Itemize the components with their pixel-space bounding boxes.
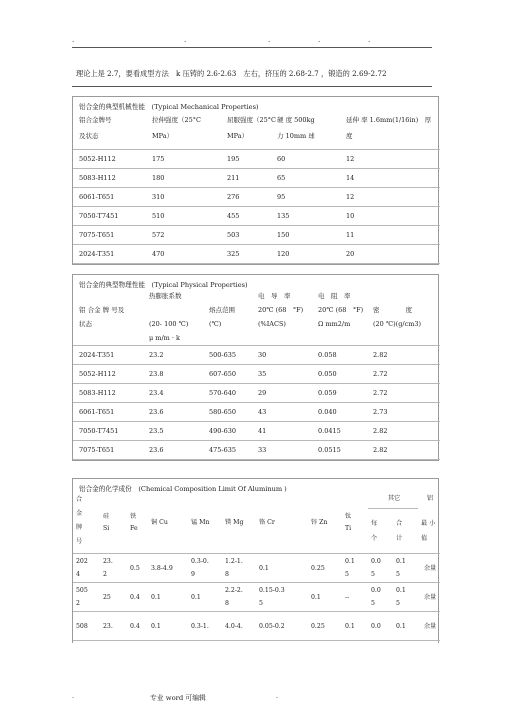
- header-cell: 铁 Fe: [127, 493, 148, 554]
- header-cell: 锌 Zn: [308, 493, 342, 554]
- intro-rule: [72, 86, 432, 87]
- table-cell: 35: [252, 365, 312, 384]
- table-cell: 5052-H112: [73, 150, 146, 169]
- header-cell: 硅 Si: [100, 493, 127, 554]
- table-cell: 23.2: [143, 346, 203, 365]
- table-cell: 276: [221, 188, 271, 207]
- table-cell: 10: [340, 207, 440, 226]
- table-row: [73, 226, 440, 245]
- table-cell: 310: [146, 188, 221, 207]
- table-cell: 2.82: [367, 422, 440, 441]
- table-row: [73, 403, 440, 422]
- header-dot: .: [72, 36, 75, 44]
- table-cell: 11: [340, 226, 440, 245]
- table-cell: 175: [146, 150, 221, 169]
- table-cell: 0.1: [308, 583, 342, 612]
- table-row: [73, 612, 440, 641]
- table-cell: 2.72: [367, 384, 440, 403]
- table-cell: 150: [271, 226, 340, 245]
- table-cell: 0.1: [148, 583, 188, 612]
- table-cell: 0.4: [127, 612, 148, 641]
- table-cell: 0.1 5: [342, 554, 368, 583]
- table-cell: 7075-T651: [73, 226, 146, 245]
- table-cell: 135: [271, 207, 340, 226]
- table-cell: 0.0 5: [368, 583, 393, 612]
- table-cell: 0.3-0. 9: [188, 554, 222, 583]
- table-cell: 0.059: [312, 384, 367, 403]
- header-cell: 最 小 值: [418, 509, 440, 554]
- header-cell: 电 阻 率 20℃ (68 °F) Ω mm2/m: [312, 289, 367, 346]
- header-cell: 每 个: [368, 509, 393, 554]
- table-cell: 2024-T351: [73, 346, 143, 365]
- mechanical-table: [72, 96, 439, 265]
- physical-header-row: [73, 289, 440, 346]
- table-cell: 505 2: [73, 583, 100, 612]
- table-row: [73, 346, 440, 365]
- table-cell: 0.040: [312, 403, 367, 422]
- footer-center: 专业 word 可编辑: [150, 694, 206, 702]
- table-row: [73, 150, 440, 169]
- table-row: [73, 422, 440, 441]
- table-cell: 211: [221, 169, 271, 188]
- table-cell: 95: [271, 188, 340, 207]
- table-cell: 0.1: [188, 583, 222, 612]
- table-cell: 60: [271, 150, 340, 169]
- table-cell: 2.82: [367, 346, 440, 365]
- table-cell: 195: [221, 150, 271, 169]
- table-row: [73, 207, 440, 226]
- mechanical-body: [73, 150, 440, 264]
- physical-body: [73, 346, 440, 460]
- table-cell: 0.25: [308, 612, 342, 641]
- table-cell: 510: [146, 207, 221, 226]
- table-cell: 180: [146, 169, 221, 188]
- table-cell: 30: [252, 346, 312, 365]
- table-cell: 23.8: [143, 365, 203, 384]
- table-cell: 0.1: [342, 612, 368, 641]
- table-cell: 2.73: [367, 403, 440, 422]
- table-row: [73, 441, 440, 460]
- table-cell: 7050-T7451: [73, 422, 143, 441]
- header-cell: 镁 Mg: [222, 493, 256, 554]
- table-cell: 23.6: [143, 403, 203, 422]
- table-cell: 23. 2: [100, 554, 127, 583]
- table-cell: 2.72: [367, 365, 440, 384]
- table-row: [73, 554, 440, 583]
- header-dot: .: [368, 36, 371, 44]
- table-cell: 43: [252, 403, 312, 422]
- header-cell: 拉伸强度（25°C MPa）: [146, 111, 221, 150]
- table-cell: 0.1 5: [393, 554, 418, 583]
- table-cell: 120: [271, 245, 340, 264]
- table-cell: 0.5: [127, 554, 148, 583]
- header-cell: 延伸 率 1.6mm(1/16in) 厚 度: [340, 111, 440, 150]
- table-cell: 0.0515: [312, 441, 367, 460]
- header-cell: 钛 Ti: [342, 493, 368, 554]
- intro-text: 理论上是 2.7，要看成型方法 k 压铸的 2.6-2.63 左右，挤压的 2.68-2.7 ，锻造的 2.69-2.72: [76, 69, 387, 78]
- table-cell: 7050-T7451: [73, 207, 146, 226]
- table-cell: 1.2-1. 8: [222, 554, 256, 583]
- table-cell: 490-630: [203, 422, 252, 441]
- header-cell: 铬 Cr: [256, 493, 308, 554]
- table-cell: 508: [73, 612, 100, 641]
- table-cell: 12: [340, 150, 440, 169]
- table-row: [73, 188, 440, 207]
- table-cell: 3.8-4.9: [148, 554, 188, 583]
- chemical-table: [72, 478, 439, 643]
- table-cell: 29: [252, 384, 312, 403]
- table-cell: 0.0: [368, 612, 393, 641]
- table-cell: 470: [146, 245, 221, 264]
- table-cell: 5083-H112: [73, 169, 146, 188]
- table-cell: 5083-H112: [73, 384, 143, 403]
- mechanical-header-row: [73, 111, 440, 150]
- header-cell: 其它: [368, 493, 418, 509]
- table-cell: 2.82: [367, 441, 440, 460]
- table-cell: 0.058: [312, 346, 367, 365]
- table-cell: 4.0-4.: [222, 612, 256, 641]
- header-rule: [72, 47, 432, 48]
- table-cell: 0.0 5: [368, 554, 393, 583]
- mechanical-caption: 铝合金的典型机械性能 (Typical Mechanical Properties): [79, 103, 259, 111]
- table-cell: 6061-T651: [73, 188, 146, 207]
- table-cell: 0.15-0.3 5: [256, 583, 308, 612]
- header-cell: 铝: [426, 495, 434, 502]
- table-cell: 0.3-1.: [188, 612, 222, 641]
- physical-caption: 铝合金的典型物理性能 (Typical Physical Properties): [79, 281, 248, 289]
- table-cell: 6061-T651: [73, 403, 143, 422]
- table-cell: 2.2-2. 8: [222, 583, 256, 612]
- table-cell: 455: [221, 207, 271, 226]
- header-dot: .: [318, 36, 321, 44]
- table-cell: 503: [221, 226, 271, 245]
- table-cell: 580-650: [203, 403, 252, 422]
- table-cell: 12: [340, 188, 440, 207]
- table-cell: 570-640: [203, 384, 252, 403]
- table-cell: 2024-T351: [73, 245, 146, 264]
- table-cell: 23.5: [143, 422, 203, 441]
- table-cell: --: [342, 583, 368, 612]
- chemical-caption: 铝合金的化学成份 (Chemical Composition Limit Of Aluminum ): [79, 485, 287, 493]
- header-cell: 硬 度 500kg 力 10mm 球: [271, 111, 340, 150]
- header-cell: 铝合金牌号 及状态: [73, 111, 146, 150]
- table-row: [73, 365, 440, 384]
- table-cell: 475-635: [203, 441, 252, 460]
- table-cell: 33: [252, 441, 312, 460]
- header-dots: [72, 36, 432, 44]
- table-cell: 0.05-0.2: [256, 612, 308, 641]
- table-cell: 0.1: [148, 612, 188, 641]
- header-cell: 铜 Cu: [148, 493, 188, 554]
- table-cell: 23.6: [143, 441, 203, 460]
- header-cell: 合 金 牌 号: [73, 493, 100, 554]
- table-cell: 572: [146, 226, 221, 245]
- table-row: [73, 245, 440, 264]
- table-cell: 41: [252, 422, 312, 441]
- table-row: [73, 169, 440, 188]
- table-row: [73, 583, 440, 612]
- footer-right: .: [276, 692, 279, 700]
- table-cell: 0.0415: [312, 422, 367, 441]
- header-dot: .: [184, 36, 187, 44]
- table-cell: 余量: [418, 554, 440, 583]
- table-cell: 23.4: [143, 384, 203, 403]
- header-cell: 铝 合金 牌 号及 状态: [73, 289, 143, 346]
- table-cell: 14: [340, 169, 440, 188]
- header-cell: 合 计: [393, 509, 418, 554]
- header-cell: 电 导 率 20℃ (68 °F) (%IACS): [252, 289, 312, 346]
- table-cell: 0.1: [256, 554, 308, 583]
- table-cell: 500-635: [203, 346, 252, 365]
- chemical-body: [73, 554, 440, 641]
- table-cell: 20: [340, 245, 440, 264]
- table-cell: 0.4: [127, 583, 148, 612]
- header-cell: 热膨胀系数 (20- 100 ℃) μ m/m · k: [143, 289, 203, 346]
- table-cell: 0.25: [308, 554, 342, 583]
- table-cell: 607-650: [203, 365, 252, 384]
- table-cell: 0.050: [312, 365, 367, 384]
- table-cell: 0.1: [393, 612, 418, 641]
- header-cell: 锰 Mn: [188, 493, 222, 554]
- header-cell: 屈服强度（25°C MPa）: [221, 111, 271, 150]
- table-cell: 202 4: [73, 554, 100, 583]
- footer-left: .: [72, 692, 75, 700]
- table-cell: 0.1 5: [393, 583, 418, 612]
- header-dot: .: [268, 36, 271, 44]
- table-cell: 余量: [418, 612, 440, 641]
- table-row: [73, 384, 440, 403]
- table-cell: 5052-H112: [73, 365, 143, 384]
- header-cell: 密 度 (20 ℃)(g/cm3): [367, 289, 440, 346]
- table-cell: 25: [100, 583, 127, 612]
- table-cell: 7075-T651: [73, 441, 143, 460]
- header-cell: 熔点范围 (℃): [203, 289, 252, 346]
- table-cell: 65: [271, 169, 340, 188]
- table-cell: 325: [221, 245, 271, 264]
- table-cell: 23.: [100, 612, 127, 641]
- table-cell: 余量: [418, 583, 440, 612]
- physical-table: [72, 274, 439, 461]
